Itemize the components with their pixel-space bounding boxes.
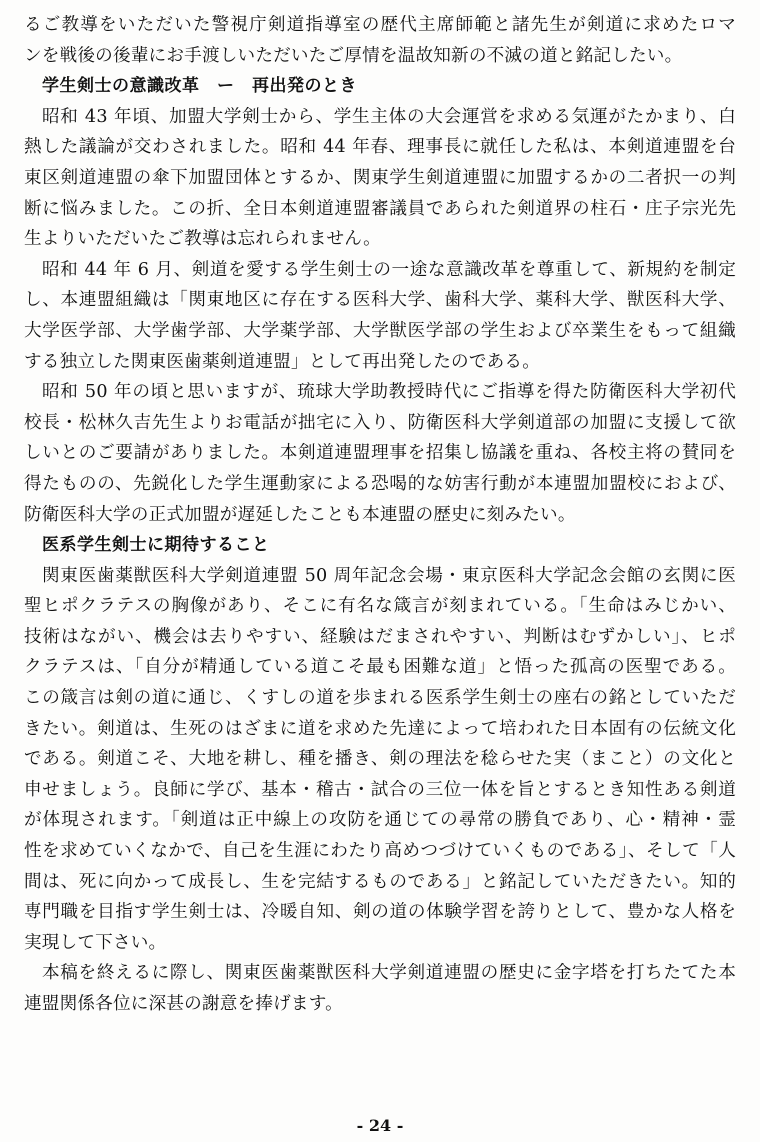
section-heading: 医系学生剣士に期待すること — [42, 535, 270, 556]
body-line: 東区剣道連盟の傘下加盟団体とするか、関東学生剣道連盟に加盟するかの二者択一の判 — [24, 167, 736, 188]
body-line: 申せましょう。良師に学び、基本・稽古・試合の三位一体を旨とするとき知性ある剣道 — [24, 779, 736, 800]
body-line: るご教導をいただいた警視庁剣道指導室の歴代主席師範と諸先生が剣道に求めたロマ — [24, 15, 736, 35]
body-line: である。剣道こそ、大地を耕し、種を播き、剣の理法を稔らせた実（まこと）の文化と — [24, 749, 736, 770]
body-line: 大学医学部、大学歯学部、大学薬学部、大学獣医学部の学生および卒業生をもって組織 — [24, 320, 736, 341]
body-line: 実現して下さい。 — [24, 932, 167, 953]
body-line: 昭和 43 年頃、加盟大学剣士から、学生主体の大会運営を求める気運がたかまり、白 — [42, 106, 736, 127]
body-line: 断に悩みました。この折、全日本剣道連盟審議員であられた剣道界の柱石・庄子宗光先 — [24, 198, 736, 219]
body-line: しいとのご要請がありました。本剣道連盟理事を招集し協議を重ね、各校主将の賛同を — [24, 443, 736, 464]
body-line: この箴言は剣の道に通じ、くすしの道を歩まれる医系学生剣士の座右の銘としていただ — [24, 688, 736, 709]
body-line: 連盟関係各位に深甚の謝意を捧げます。 — [24, 994, 343, 1014]
body-line: 昭和 50 年の頃と思いますが、琉球大学助教授時代にご指導を得た防衛医科大学初代 — [42, 382, 736, 403]
body-line: ンを戦後の後輩にお手渡しいただいたご厚情を温故知新の不滅の道と銘記したい。 — [24, 45, 683, 66]
body-line: 聖ヒポクラテスの胸像があり、そこに有名な箴言が刻まれている。「生命はみじかい、 — [24, 596, 736, 617]
body-line: 得たものの、先鋭化した学生運動家による恐喝的な妨害行動が本連盟加盟校におよび、 — [24, 473, 736, 494]
body-line: 関東医歯薬獣医科大学剣道連盟 50 周年記念会場・東京医科大学記念会館の玄関に医 — [42, 565, 736, 586]
body-line: 間は、死に向かって成長し、生を完結するものである」と銘記していただきたい。知的 — [24, 871, 736, 892]
body-line: が体現されます。「剣道は正中線上の攻防を通じての尋常の勝負であり、心・精神・霊 — [24, 810, 736, 831]
body-line: きたい。剣道は、生死のはざまに道を求めた先達によって培われた日本固有の伝統文化 — [24, 718, 736, 739]
body-line: し、本連盟組織は「関東地区に存在する医科大学、歯科大学、薬科大学、獣医科大学、 — [24, 290, 736, 311]
body-line: クラテスは、「自分が精通している道こそ最も困難な道」と悟った孤高の医聖である。 — [24, 657, 736, 678]
body-line: する独立した関東医歯薬剣道連盟」として再出発したのである。 — [24, 351, 541, 372]
body-line: 性を求めていくなかで、自己を生涯にわたり高めつづけていくものである」、そして「人 — [24, 841, 736, 862]
body-line: 熱した議論が交わされました。昭和 44 年春、理事長に就任した私は、本剣道連盟を台 — [24, 137, 736, 158]
body-line: 昭和 44 年 6 月、剣道を愛する学生剣士の一途な意識改革を尊重して、新規約を制定 — [42, 259, 736, 280]
body-line: 防衛医科大学の正式加盟が遅延したことも本連盟の歴史に刻みたい。 — [24, 504, 576, 525]
page-number: - 24 - — [356, 1116, 404, 1135]
body-line: 校長・松林久吉先生よりお電話が拙宅に入り、防衛医科大学剣道部の加盟に支援して欲 — [24, 412, 736, 433]
body-line: 本稿を終えるに際し、関東医歯薬獣医科大学剣道連盟の歴史に金字塔を打ちたてた本 — [42, 963, 736, 984]
body-line: 生よりいただいたご教導は忘れられません。 — [24, 229, 381, 250]
section-heading: 学生剣士の意識改革 ー 再出発のとき — [42, 76, 357, 97]
body-line: 専門職を目指す学生剣士は、冷暖自知、剣の道の体験学習を誇りとして、豊かな人格を — [24, 902, 736, 923]
body-text — [24, 10, 736, 1020]
body-line: 技術はながい、機会は去りやすい、経験はだまされやすい、判断はむずかしい」、ヒポ — [24, 626, 736, 647]
